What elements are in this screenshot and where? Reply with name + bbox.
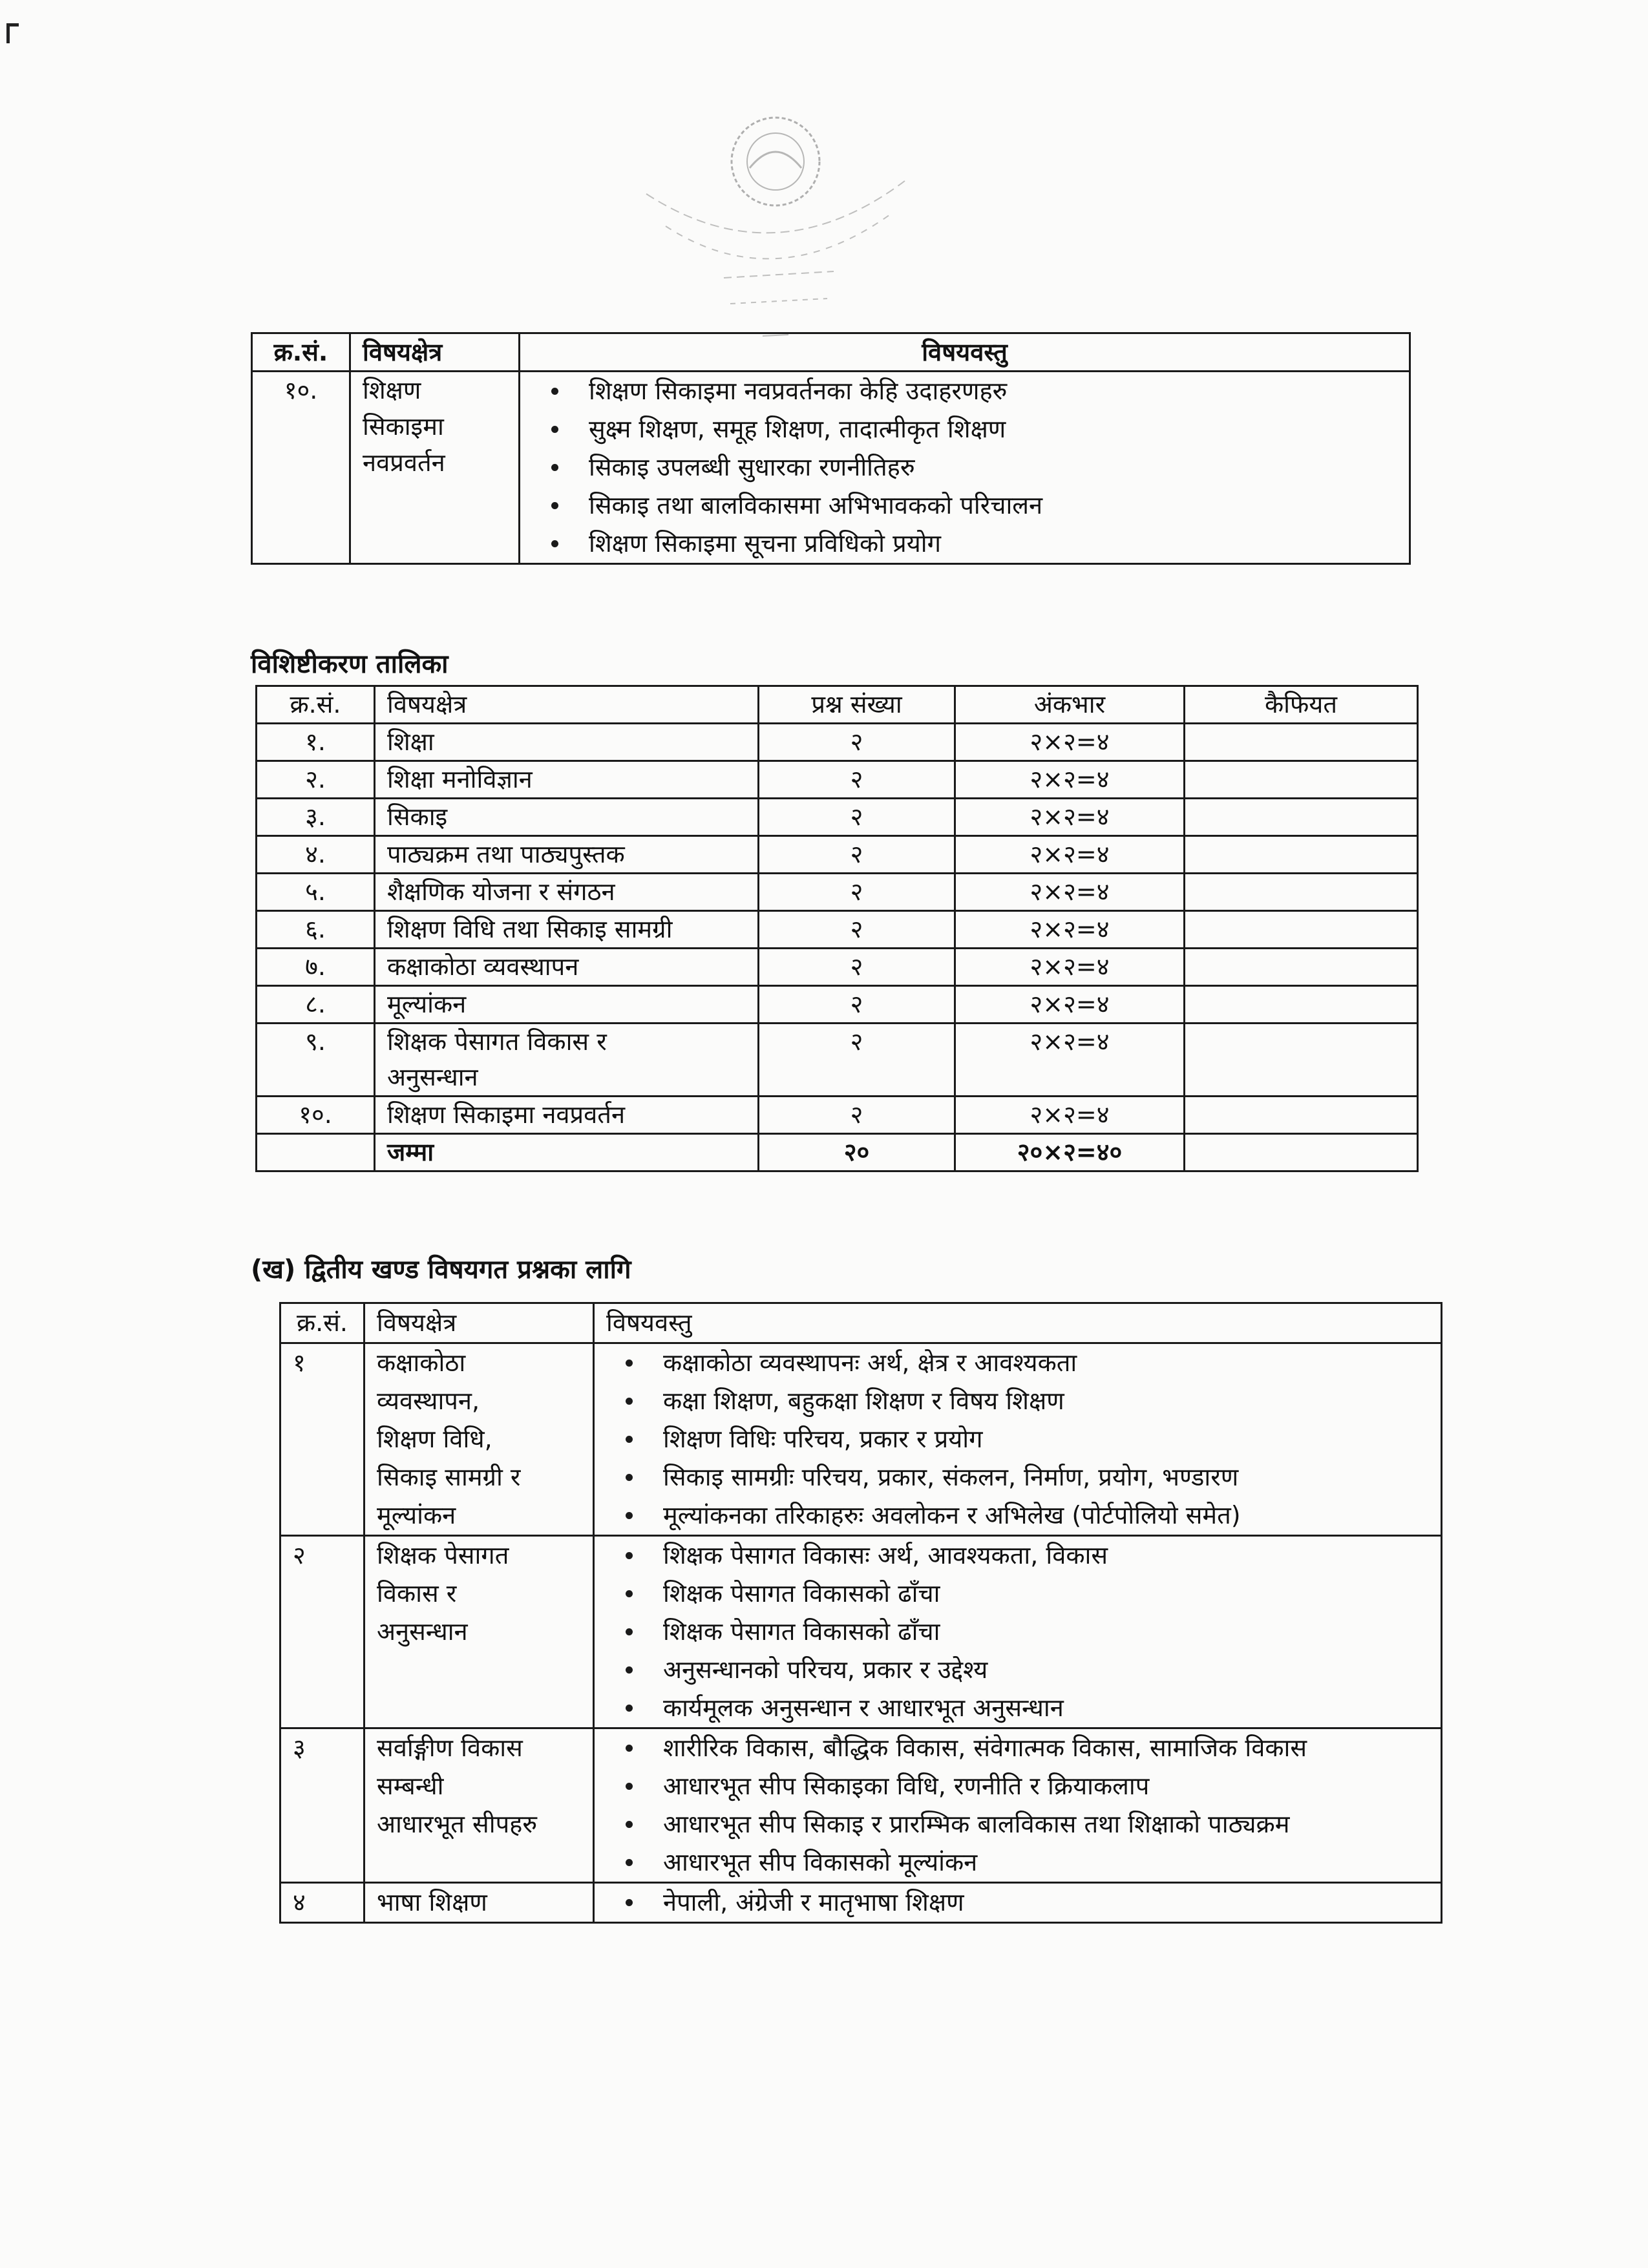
area-line: शिक्षा — [387, 728, 434, 756]
row-sn: १०. — [252, 372, 350, 564]
section-b-rows — [280, 1343, 1442, 1923]
header-sn: क्र.सं. — [280, 1303, 364, 1343]
row-area — [375, 1097, 759, 1134]
row-remarks — [1185, 761, 1418, 799]
row-question-count: २ — [759, 761, 955, 799]
row-sn: १. — [257, 724, 375, 761]
area-line: शिक्षण सिकाइमा नवप्रवर्तन — [387, 1100, 626, 1129]
row-area — [375, 874, 759, 911]
total-label: जम्मा — [375, 1134, 759, 1171]
row-sn: ४. — [257, 836, 375, 874]
list-item: शिक्षक पेसागत विकासको ढाँचा — [626, 1575, 1429, 1613]
row-area — [375, 986, 759, 1024]
row-remarks — [1185, 874, 1418, 911]
content-list — [606, 1729, 1429, 1882]
list-item: कार्यमूलक अनुसन्धान र आधारभूत अनुसन्धान — [626, 1689, 1429, 1727]
area-line: विकास र — [377, 1579, 457, 1608]
area-line: पाठ्यक्रम तथा पाठ्यपुस्तक — [387, 840, 625, 868]
row-remarks — [1185, 949, 1418, 986]
list-item: सिकाइ उपलब्धी सुधारका रणनीतिहरु — [551, 448, 1397, 487]
list-item: मूल्यांकनका तरिकाहरुः अवलोकन र अभिलेख (पोर्टपोलियो समेत) — [626, 1496, 1429, 1535]
content-list — [606, 1344, 1429, 1535]
row-area — [375, 949, 759, 986]
row-sn: ८. — [257, 986, 375, 1024]
row-sn: ९. — [257, 1024, 375, 1097]
row-marks: २×२=४ — [955, 949, 1185, 986]
row-sn: २. — [257, 761, 375, 799]
list-item: सिकाइ सामग्रीः परिचय, प्रकार, संकलन, निर्माण, प्रयोग, भण्डारण — [626, 1458, 1429, 1496]
header-area: विषयक्षेत्र — [350, 333, 520, 372]
list-item: नेपाली, अंग्रेजी र मातृभाषा शिक्षण — [626, 1884, 1429, 1922]
row-remarks — [1185, 799, 1418, 836]
table-row — [280, 1536, 1442, 1728]
area-line: शिक्षण विधि, — [377, 1425, 492, 1453]
area-line: शिक्षा मनोविज्ञान — [387, 765, 533, 793]
area-line: सर्वाङ्गीण विकास — [377, 1734, 523, 1762]
table-row — [257, 761, 1418, 799]
table-row — [257, 911, 1418, 949]
row-question-count: २ — [759, 986, 955, 1024]
row-content — [594, 1728, 1442, 1883]
content-list — [606, 1537, 1429, 1727]
total-remarks — [1185, 1134, 1418, 1171]
table-row — [257, 1097, 1418, 1134]
row-area — [364, 1883, 594, 1923]
area-line: शिक्षण विधि तथा सिकाइ सामग्री — [387, 915, 673, 943]
row-marks: २×२=४ — [955, 986, 1185, 1024]
list-item: आधारभूत सीप विकासको मूल्यांकन — [626, 1843, 1429, 1882]
area-line: अनुसन्धान — [377, 1617, 468, 1646]
row-marks: २×२=४ — [955, 724, 1185, 761]
header-remarks: कैफियत — [1185, 686, 1418, 724]
table-row — [257, 799, 1418, 836]
header-area: विषयक्षेत्र — [364, 1303, 594, 1343]
list-item: शिक्षक पेसागत विकासः अर्थ, आवश्यकता, विकास — [626, 1537, 1429, 1575]
list-item: आधारभूत सीप सिकाइका विधि, रणनीति र क्रियाकलाप — [626, 1767, 1429, 1805]
total-count: २० — [759, 1134, 955, 1171]
row-marks: २×२=४ — [955, 911, 1185, 949]
area-line: सिकाइ सामग्री र — [377, 1463, 521, 1491]
table-row — [257, 874, 1418, 911]
total-marks: २०×२=४० — [955, 1134, 1185, 1171]
row-sn: १ — [280, 1343, 364, 1536]
table-header-row — [280, 1303, 1442, 1343]
header-content: विषयवस्तु — [520, 333, 1410, 372]
area-line: शिक्षण — [363, 376, 421, 404]
row-area — [350, 372, 520, 564]
row-question-count: २ — [759, 1024, 955, 1097]
header-content: विषयवस्तु — [594, 1303, 1442, 1343]
row-remarks — [1185, 1024, 1418, 1097]
area-line: सिकाइ — [387, 803, 448, 831]
area-line: शैक्षणिक योजना र संगठन — [387, 877, 615, 906]
list-item: सिकाइ तथा बालविकासमा अभिभावकको परिचालन — [551, 487, 1397, 525]
row-remarks — [1185, 724, 1418, 761]
area-line: नवप्रवर्तन — [363, 448, 445, 477]
specification-rows — [257, 724, 1418, 1134]
table-row — [257, 836, 1418, 874]
row-area — [375, 836, 759, 874]
area-line: व्यवस्थापन, — [377, 1387, 480, 1415]
list-item: शिक्षक पेसागत विकासको ढाँचा — [626, 1613, 1429, 1651]
row-sn: ३ — [280, 1728, 364, 1883]
row-question-count: २ — [759, 724, 955, 761]
row-marks: २×२=४ — [955, 874, 1185, 911]
header-area: विषयक्षेत्र — [375, 686, 759, 724]
list-item: शारीरिक विकास, बौद्धिक विकास, संवेगात्मक विकास, सामाजिक विकास — [626, 1729, 1429, 1767]
area-line: भाषा शिक्षण — [377, 1888, 487, 1916]
row-question-count: २ — [759, 836, 955, 874]
area-line: सिकाइमा — [363, 412, 444, 441]
row-area — [375, 761, 759, 799]
row-question-count: २ — [759, 911, 955, 949]
row-marks: २×२=४ — [955, 761, 1185, 799]
area-line: मूल्यांकन — [377, 1501, 456, 1529]
row-area — [375, 799, 759, 836]
row-area — [364, 1536, 594, 1728]
row-remarks — [1185, 986, 1418, 1024]
table-row — [257, 986, 1418, 1024]
header-sn: क्र.सं. — [257, 686, 375, 724]
row-content — [594, 1536, 1442, 1728]
content-list — [532, 372, 1397, 563]
row-content — [594, 1883, 1442, 1923]
table-row — [252, 372, 1410, 564]
row-question-count: २ — [759, 874, 955, 911]
total-sn-empty — [257, 1134, 375, 1171]
row-remarks — [1185, 1097, 1418, 1134]
row-sn: २ — [280, 1536, 364, 1728]
row-sn: ३. — [257, 799, 375, 836]
row-sn: ७. — [257, 949, 375, 986]
area-line: अनुसन्धान — [387, 1063, 478, 1091]
specification-heading: विशिष्टीकरण तालिका — [251, 649, 449, 679]
list-item: अनुसन्धानको परिचय, प्रकार र उद्देश्य — [626, 1651, 1429, 1689]
list-item: सुक्ष्म शिक्षण, समूह शिक्षण, तादात्मीकृत शिक्षण — [551, 410, 1397, 448]
table-row — [280, 1343, 1442, 1536]
row-area — [375, 1024, 759, 1097]
row-content — [520, 372, 1410, 564]
table-row — [257, 1024, 1418, 1097]
area-line: कक्षाकोठा व्यवस्थापन — [387, 952, 579, 981]
table-total-row — [257, 1134, 1418, 1171]
list-item: शिक्षण सिकाइमा नवप्रवर्तनका केहि उदाहरणहरु — [551, 372, 1397, 410]
list-item: कक्षाकोठा व्यवस्थापनः अर्थ, क्षेत्र र आवश्यकता — [626, 1344, 1429, 1382]
row-sn: ४ — [280, 1883, 364, 1923]
header-question-count: प्रश्न संख्या — [759, 686, 955, 724]
specification-table — [255, 685, 1419, 1172]
list-item: शिक्षण विधिः परिचय, प्रकार र प्रयोग — [626, 1420, 1429, 1458]
row-sn: १०. — [257, 1097, 375, 1134]
table-header-row — [252, 333, 1410, 372]
header-marks: अंकभार — [955, 686, 1185, 724]
row-marks: २×२=४ — [955, 799, 1185, 836]
scan-corner-mark — [6, 23, 19, 43]
table-row — [280, 1883, 1442, 1923]
row-marks: २×२=४ — [955, 1024, 1185, 1097]
table-row — [257, 949, 1418, 986]
row-remarks — [1185, 836, 1418, 874]
syllabus-continuation-table — [251, 332, 1411, 565]
list-item: कक्षा शिक्षण, बहुकक्षा शिक्षण र विषय शिक्षण — [626, 1382, 1429, 1420]
area-line: शिक्षक पेसागत विकास र — [387, 1027, 607, 1056]
table-row — [280, 1728, 1442, 1883]
section-b-table — [279, 1302, 1442, 1924]
row-area — [375, 724, 759, 761]
area-line: मूल्यांकन — [387, 990, 467, 1018]
row-remarks — [1185, 911, 1418, 949]
area-line: शिक्षक पेसागत — [377, 1541, 509, 1570]
list-item: आधारभूत सीप सिकाइ र प्रारम्भिक बालविकास तथा शिक्षाको पाठ्यक्रम — [626, 1805, 1429, 1843]
section-b-heading: (ख) द्वितीय खण्ड विषयगत प्रश्नका लागि — [251, 1255, 631, 1285]
row-area — [364, 1728, 594, 1883]
table-row — [257, 724, 1418, 761]
row-content — [594, 1343, 1442, 1536]
row-marks: २×२=४ — [955, 836, 1185, 874]
office-seal-stamp — [620, 110, 931, 362]
table-header-row — [257, 686, 1418, 724]
area-line: कक्षाकोठा — [377, 1349, 466, 1377]
row-question-count: २ — [759, 1097, 955, 1134]
area-line: आधारभूत सीपहरु — [377, 1810, 538, 1838]
row-marks: २×२=४ — [955, 1097, 1185, 1134]
list-item: शिक्षण सिकाइमा सूचना प्रविधिको प्रयोग — [551, 525, 1397, 563]
row-sn: ५. — [257, 874, 375, 911]
row-question-count: २ — [759, 949, 955, 986]
row-area — [364, 1343, 594, 1536]
header-sn: क्र.सं. — [252, 333, 350, 372]
content-list — [606, 1884, 1429, 1922]
row-area — [375, 911, 759, 949]
row-sn: ६. — [257, 911, 375, 949]
row-question-count: २ — [759, 799, 955, 836]
area-line: सम्बन्धी — [377, 1772, 444, 1800]
